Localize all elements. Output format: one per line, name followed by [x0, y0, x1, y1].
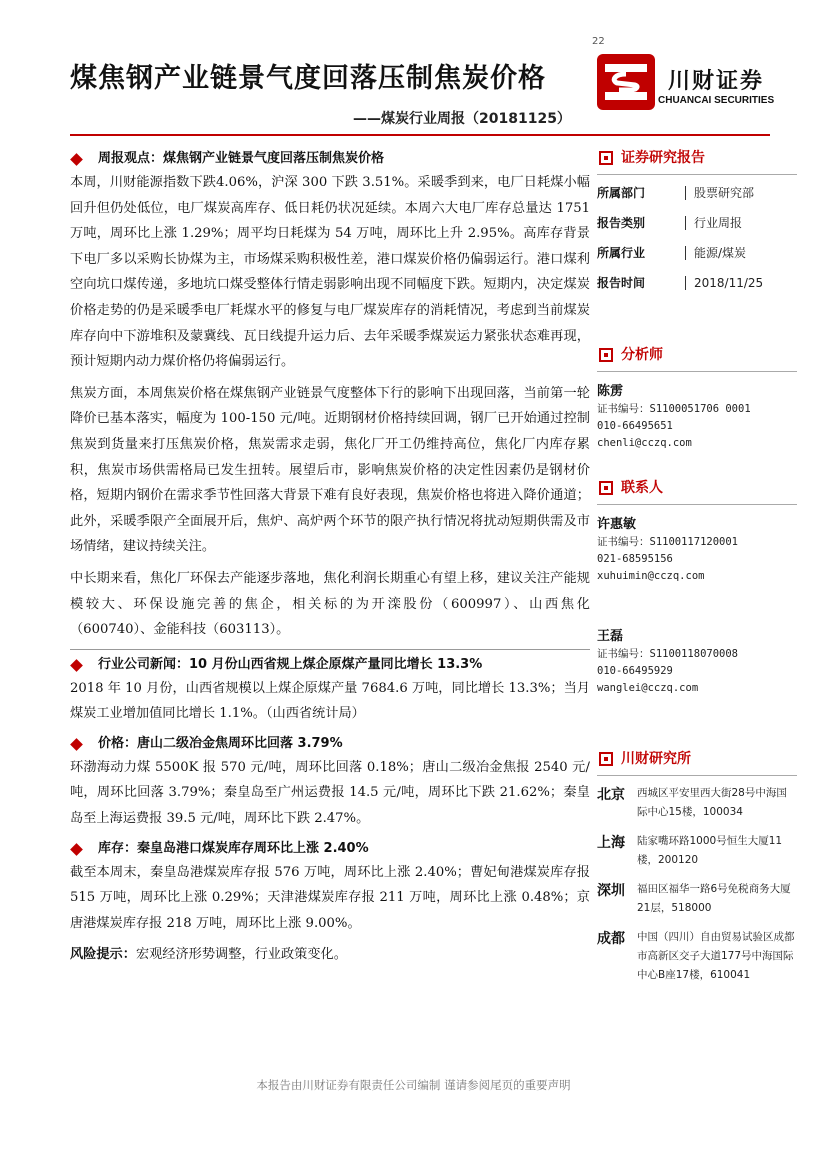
logo-name-en: CHUANCAI SECURITIES [658, 95, 775, 106]
square-bullet-icon [599, 151, 613, 165]
office-city: 深圳 [597, 883, 625, 899]
info-row [597, 273, 797, 303]
office-city: 成都 [597, 931, 625, 947]
side-divider [597, 371, 797, 372]
diamond-bullet-icon [70, 843, 83, 856]
contact-card [597, 625, 797, 697]
info-value: 股票研究部 [685, 186, 754, 200]
contact-phone: 021-68595156 [597, 553, 673, 565]
office-entry [597, 832, 797, 870]
analyst-email[interactable]: chenli@cczq.com [597, 437, 692, 449]
analyst-heading [597, 343, 797, 367]
risk-label: 风险提示： [70, 947, 136, 963]
side-divider [597, 775, 797, 776]
section-heading-text: 价格：唐山二级冶金焦周环比回落 3.79% [98, 735, 343, 751]
info-key: 报告时间 [597, 276, 646, 290]
square-bullet-icon [599, 752, 613, 766]
section-heading-news [70, 654, 590, 676]
section-heading-text: 周报观点：煤焦钢产业链景气度回落压制焦炭价格 [98, 151, 385, 166]
side-heading-text: 分析师 [621, 347, 663, 363]
office-address: 陆家嘴环路1000号恒生大厦11楼，200120 [637, 835, 783, 866]
section-heading-view [70, 148, 590, 170]
info-value: 2018/11/25 [685, 276, 763, 290]
office-entry [597, 928, 797, 985]
contact-cert: 证书编号：S1100118070008 [597, 648, 739, 660]
contact-heading [597, 476, 797, 500]
contact-name: 王磊 [597, 629, 624, 644]
side-heading-text: 川财研究所 [621, 751, 691, 767]
office-city: 上海 [597, 835, 625, 851]
diamond-bullet-icon [70, 659, 83, 672]
contact-card [597, 513, 797, 585]
section-heading-text: 行业公司新闻：10 月份山西省规上煤企原煤产量同比增长 13.3% [98, 656, 483, 672]
side-divider [597, 174, 797, 175]
analyst-cert: 证书编号：S1100051706 0001 [597, 403, 751, 415]
analyst-phone: 010-66495651 [597, 420, 673, 432]
logo-name: 川财证券 [668, 69, 765, 94]
page-number: 22 [592, 36, 605, 47]
section-divider [70, 649, 590, 650]
header-rule [70, 134, 770, 136]
diamond-bullet-icon [70, 153, 83, 166]
report-title: 煤焦钢产业链景气度回落压制焦炭价格 [70, 63, 546, 94]
paragraph: 环渤海动力煤 5500K 报 570 元/吨，周环比回落 0.18%；唐山二级冶金焦报 2540 元/吨，周环比回落 3.79%；秦皇岛至广州运费报 14.5 元/吨，周环比下跌 21.62%；秦皇岛至上海运费报 39.5 元/吨，周环比下跌 2.47%。 [70, 759, 590, 827]
info-row [597, 213, 797, 243]
main-column [70, 148, 590, 974]
side-divider [597, 504, 797, 505]
side-heading-text: 证券研究报告 [621, 150, 705, 166]
info-key: 报告类别 [597, 216, 646, 230]
diamond-bullet-icon [70, 738, 83, 751]
contact-name: 许惠敏 [597, 517, 637, 532]
page-footer: 本报告由川财证券有限责任公司编制 谨请参阅尾页的重要声明 [256, 1078, 571, 1092]
office-entry [597, 784, 797, 822]
office-city: 北京 [597, 787, 625, 803]
contact-email[interactable]: xuhuimin@cczq.com [597, 570, 705, 582]
info-key: 所属部门 [597, 186, 646, 200]
section-heading-price [70, 733, 590, 755]
analyst-card [597, 380, 797, 452]
paragraph: 截至本周末，秦皇岛港煤炭库存报 576 万吨，周环比上涨 2.40%；曹妃甸港煤炭库存报 515 万吨，周环比上涨 0.29%；天津港煤炭库存报 211 万吨，周环比上涨 0.48%；京唐港煤炭库存报 218 万吨，周环比上涨 9.00%。 [70, 864, 590, 931]
side-heading-text: 联系人 [621, 480, 663, 496]
office-address: 西城区平安里西大街28号中海国际中心15楼，100034 [637, 787, 787, 818]
office-address: 福田区福华一路6号免税商务大厦21层，518000 [637, 883, 791, 914]
risk-note [70, 942, 590, 968]
analyst-name: 陈雳 [597, 384, 624, 399]
paragraph: 本周，川财能源指数下跌4.06%，沪深 300 下跌 3.51%。采暖季到来，电厂日耗煤小幅回升但仍处低位，电厂煤炭高库存、低日耗仍状况延续。本周六大电厂库存总量达 1751 万吨，周环比上涨 1.29%；周平均日耗煤为 54 万吨，周环比上升 2.95%。高库存背景下电厂多以采购长协煤为主，市场煤采购积极性差，港口煤炭价格仍偏弱运行。港口煤利空向坑口煤传递，多地坑口煤受整体行情走弱影响出现不同幅度下跌。短期内，决定煤炭价格走势的仍是采暖季电厂耗煤水平的修复与电厂煤炭库存的消耗情况，考虑到当前煤炭库存向中下游堆积及蒙冀线、瓦日线提升运力后、去年采暖季煤炭运力紧张状态难再现，预计短期内动力煤价格仍将偏弱运行。 [70, 175, 590, 370]
chuancai-logo-icon [597, 54, 655, 110]
info-value: 行业周报 [685, 216, 742, 230]
report-info-heading [597, 146, 797, 170]
contact-email[interactable]: wanglei@cczq.com [597, 682, 699, 694]
info-key: 所属行业 [597, 246, 646, 260]
square-bullet-icon [599, 348, 613, 362]
section-heading-text: 库存：秦皇岛港口煤炭库存周环比上涨 2.40% [98, 840, 369, 856]
contact-cert: 证书编号：S1100117120001 [597, 536, 739, 548]
risk-text: 宏观经济形势调整，行业政策变化。 [135, 947, 347, 963]
info-row [597, 243, 797, 273]
institute-heading [597, 747, 797, 771]
paragraph: 2018 年 10 月份，山西省规模以上煤企原煤产量 7684.6 万吨，同比增长 13.3%；当月煤炭工业增加值同比增长 1.1%。（山西省统计局） [70, 680, 590, 722]
square-bullet-icon [599, 481, 613, 495]
office-address: 中国（四川）自由贸易试验区成都市高新区交子大道177号中海国际中心B座17楼，610041 [637, 931, 795, 981]
contact-phone: 010-66495929 [597, 665, 673, 677]
paragraph: 焦炭方面，本周焦炭价格在煤焦钢产业链景气度整体下行的影响下出现回落，当前第一轮降价已基本落实，幅度为 100-150 元/吨。近期钢材价格持续回调，钢厂已开始通过控制焦炭到货量来打压焦炭价格，焦炭需求走弱，焦化厂开工仍维持高位，焦化厂内库存累积，焦炭市场供需格局已发生扭转。展望后市，影响焦炭价格的决定性因素仍是钢材价格，短期内钢价在需求季节性回落大背景下难有良好表现，焦炭价格也将进入降价通道；此外，采暖季限产全面展开后，焦炉、高炉两个环节的限产执行情况将扰动短期供需及市场情绪，建议持续关注。 [70, 385, 590, 555]
info-value: 能源/煤炭 [685, 246, 746, 260]
info-row [597, 183, 797, 213]
report-subtitle: ——煤炭行业周报（20181125） [353, 111, 571, 127]
side-column [597, 146, 797, 995]
section-heading-inventory [70, 838, 590, 860]
office-entry [597, 880, 797, 918]
paragraph: 中长期来看，焦化厂环保去产能逐步落地，焦化利润长期重心有望上移，建议关注产能规模较大、环保设施完善的焦企，相关标的为开滦股份（600997）、山西焦化（600740）、金能科技（603113）。 [70, 570, 590, 638]
